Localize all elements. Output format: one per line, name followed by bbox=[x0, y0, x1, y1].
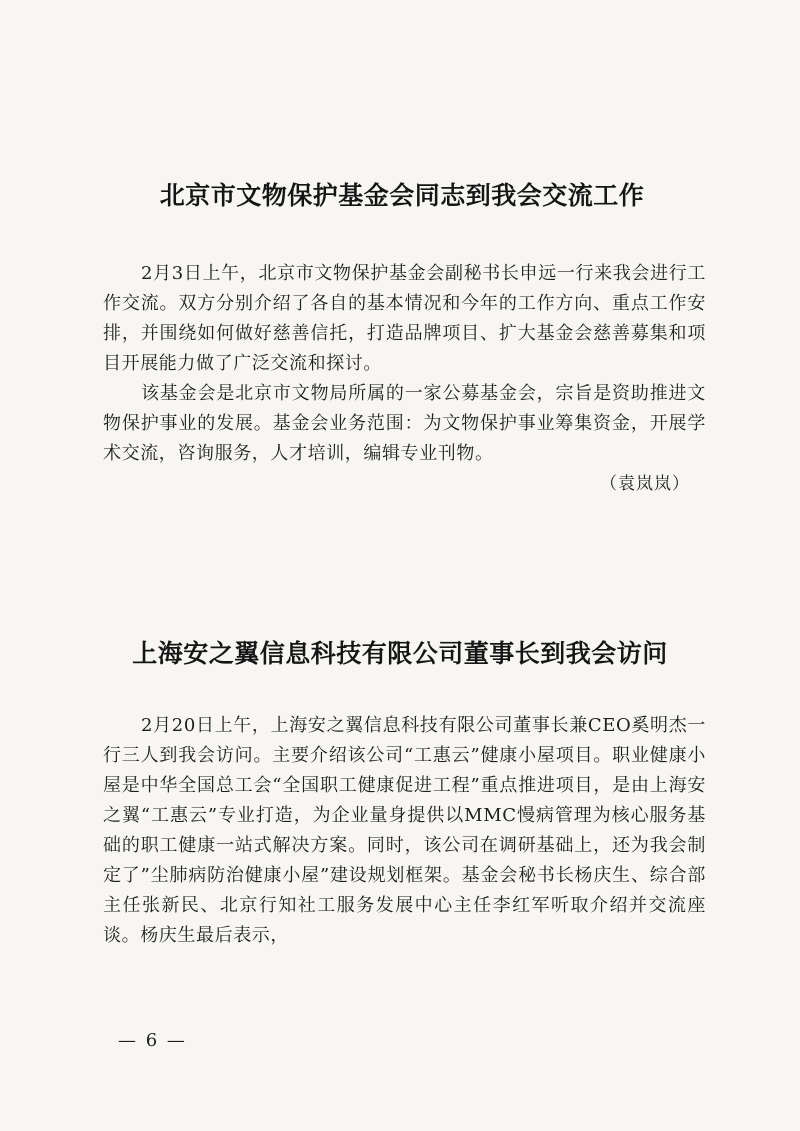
article-anzhiyi-visit bbox=[0, 634, 800, 946]
page-number: — 6 — bbox=[118, 1030, 187, 1051]
article-paragraph: 2月3日上午，北京市文物保护基金会副秘书长申远一行来我会进行工作交流。双方分别介绍了各自的基本情况和今年的工作方向、重点工作安排，并围绕如何做好慈善信托，打造品牌项目、扩大基金会慈善募集和项目开展能力做了广泛交流和探讨。 bbox=[103, 263, 706, 374]
article-paragraph: 2月20日上午，上海安之翼信息科技有限公司董事长兼CEO奚明杰一行三人到我会访问。主要介绍该公司“工惠云”健康小屋项目。职业健康小屋是中华全国总工会“全国职工健康促进工程”重点推进项目，是由上海安之翼“工惠云”专业打造，为企业量身提供以MMC慢病管理为核心服务基础的职工健康一站式解决方案。同时，该公司在调研基础上，还为我会制定了”尘肺病防治健康小屋”建设规划框架。基金会秘书长杨庆生、综合部主任张新民、北京行知社工服务发展中心主任李红军听取介绍并交流座谈。杨庆生最后表示， bbox=[103, 715, 706, 946]
author-signature: （袁岚岚） bbox=[600, 474, 690, 494]
article-body bbox=[103, 711, 706, 951]
article-title: 上海安之翼信息科技有限公司董事长到我会访问 bbox=[132, 639, 668, 668]
article-paragraph: 该基金会是北京市文物局所属的一家公募基金会，宗旨是资助推进文物保护事业的发展。基金会业务范围：为文物保护事业筹集资金，开展学术交流，咨询服务，人才培训，编辑专业刊物。 bbox=[103, 383, 706, 464]
article-body bbox=[103, 259, 706, 499]
article-title: 北京市文物保护基金会同志到我会交流工作 bbox=[159, 181, 645, 210]
article-wenwu-foundation bbox=[0, 176, 800, 494]
